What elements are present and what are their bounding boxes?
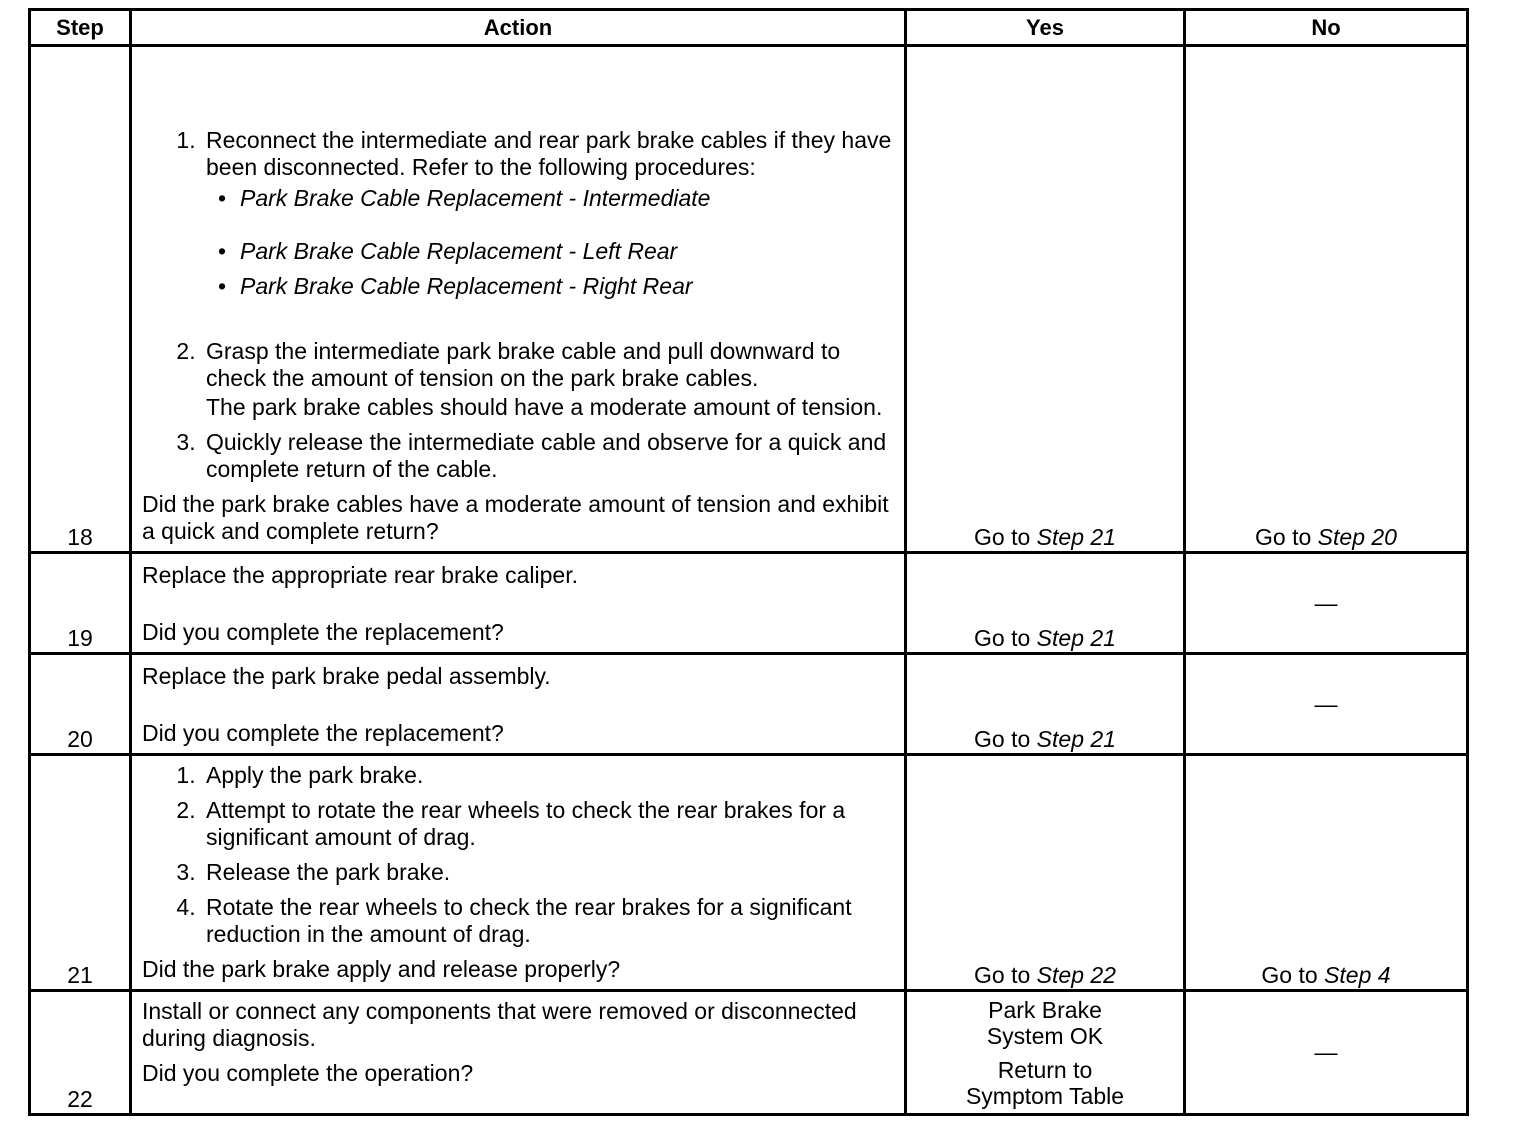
action-cell xyxy=(131,991,906,1115)
no-goto-text: Go to xyxy=(1255,524,1318,550)
action-question: Did the park brake cables have a moderate amount of tension and exhibit a quick and complete return? xyxy=(142,491,889,544)
yes-cell xyxy=(906,553,1185,654)
no-cell xyxy=(1185,654,1468,755)
no-cell xyxy=(1185,991,1468,1115)
no-goto-text: Go to xyxy=(1261,962,1325,988)
no-dash: — xyxy=(1314,1039,1338,1065)
procedure-link[interactable]: • Park Brake Cable Replacement - Right Rear xyxy=(240,273,894,300)
table-row-step-22 xyxy=(30,991,1468,1115)
no-dash: — xyxy=(1314,589,1338,616)
header-no: No xyxy=(1185,10,1468,46)
header-step: Step xyxy=(30,10,131,46)
procedure-list xyxy=(206,185,894,300)
yes-cell xyxy=(906,654,1185,755)
yes-goto-text: Go to xyxy=(974,962,1037,988)
step-number: 21 xyxy=(30,755,131,991)
no-cell xyxy=(1185,553,1468,654)
table-row-step-19 xyxy=(30,553,1468,654)
step-number: 20 xyxy=(30,654,131,755)
no-cell xyxy=(1185,46,1468,553)
action-cell xyxy=(131,553,906,654)
diagnostic-table xyxy=(28,8,1469,1116)
step-number: 18 xyxy=(30,46,131,553)
yes-cell xyxy=(906,991,1185,1115)
table-row-step-20 xyxy=(30,654,1468,755)
action-step-text: Grasp the intermediate park brake cable and pull downward to check the amount of tension on the park brake cables. xyxy=(206,338,841,391)
action-step-item xyxy=(202,338,894,421)
yes-result-line: Return to xyxy=(997,1056,1093,1083)
action-question: Did you complete the replacement? xyxy=(142,720,504,746)
step-number: 22 xyxy=(30,991,131,1115)
action-note: The park brake cables should have a moderate amount of tension. xyxy=(206,394,883,420)
yes-goto-text: Go to xyxy=(974,524,1037,550)
header-action: Action xyxy=(131,10,906,46)
yes-step-link[interactable]: Step 21 xyxy=(1036,524,1116,550)
action-step-text: Reconnect the intermediate and rear park brake cables if they have been disconnected. Refer to the following procedures: xyxy=(206,127,892,180)
diagnostic-table-page xyxy=(28,8,1466,1116)
action-text: Replace the appropriate rear brake caliper. xyxy=(142,562,578,588)
action-steps-list xyxy=(142,762,894,948)
yes-cell xyxy=(906,755,1185,991)
action-step-item: 4. Rotate the rear wheels to check the rear brakes for a significant reduction in the amount of drag. xyxy=(202,894,894,948)
no-cell xyxy=(1185,755,1468,991)
action-text: Install or connect any components that were removed or disconnected during diagnosis. xyxy=(142,998,857,1051)
yes-result-line: Symptom Table xyxy=(965,1082,1125,1109)
yes-result-line: System OK xyxy=(986,1022,1104,1049)
no-step-link[interactable]: Step 4 xyxy=(1324,962,1391,988)
action-cell xyxy=(131,654,906,755)
yes-goto-text: Go to xyxy=(974,625,1037,651)
table-row-step-18 xyxy=(30,46,1468,553)
table-row-step-21 xyxy=(30,755,1468,991)
action-step-item xyxy=(202,127,894,330)
yes-step-link[interactable]: Step 21 xyxy=(1036,726,1116,752)
action-text: Replace the park brake pedal assembly. xyxy=(142,663,551,689)
action-step-item: 1. Apply the park brake. xyxy=(202,762,894,789)
procedure-link[interactable]: • Park Brake Cable Replacement - Left Rear xyxy=(240,238,894,265)
yes-step-link[interactable]: Step 21 xyxy=(1036,625,1116,651)
action-step-item: 3. Release the park brake. xyxy=(202,859,894,886)
action-steps-list xyxy=(142,127,894,483)
no-step-link[interactable]: Step 20 xyxy=(1317,524,1397,550)
yes-result-line: Park Brake xyxy=(988,996,1102,1023)
action-question: Did you complete the operation? xyxy=(142,1060,474,1086)
procedure-link[interactable]: • Park Brake Cable Replacement - Intermediate xyxy=(240,185,894,212)
no-dash: — xyxy=(1314,690,1338,717)
action-question: Did the park brake apply and release properly? xyxy=(142,956,621,982)
action-step-item: 2. Attempt to rotate the rear wheels to check the rear brakes for a significant amount of drag. xyxy=(202,797,894,851)
action-step-text: Quickly release the intermediate cable and observe for a quick and complete return of the cable. xyxy=(206,429,887,482)
action-step-item xyxy=(202,429,894,483)
action-cell xyxy=(131,755,906,991)
yes-step-link[interactable]: Step 22 xyxy=(1036,962,1116,988)
action-cell xyxy=(131,46,906,553)
step-number: 19 xyxy=(30,553,131,654)
yes-cell xyxy=(906,46,1185,553)
header-yes: Yes xyxy=(906,10,1185,46)
header-row xyxy=(30,10,1468,46)
yes-goto-text: Go to xyxy=(974,726,1037,752)
action-question: Did you complete the replacement? xyxy=(142,619,504,645)
